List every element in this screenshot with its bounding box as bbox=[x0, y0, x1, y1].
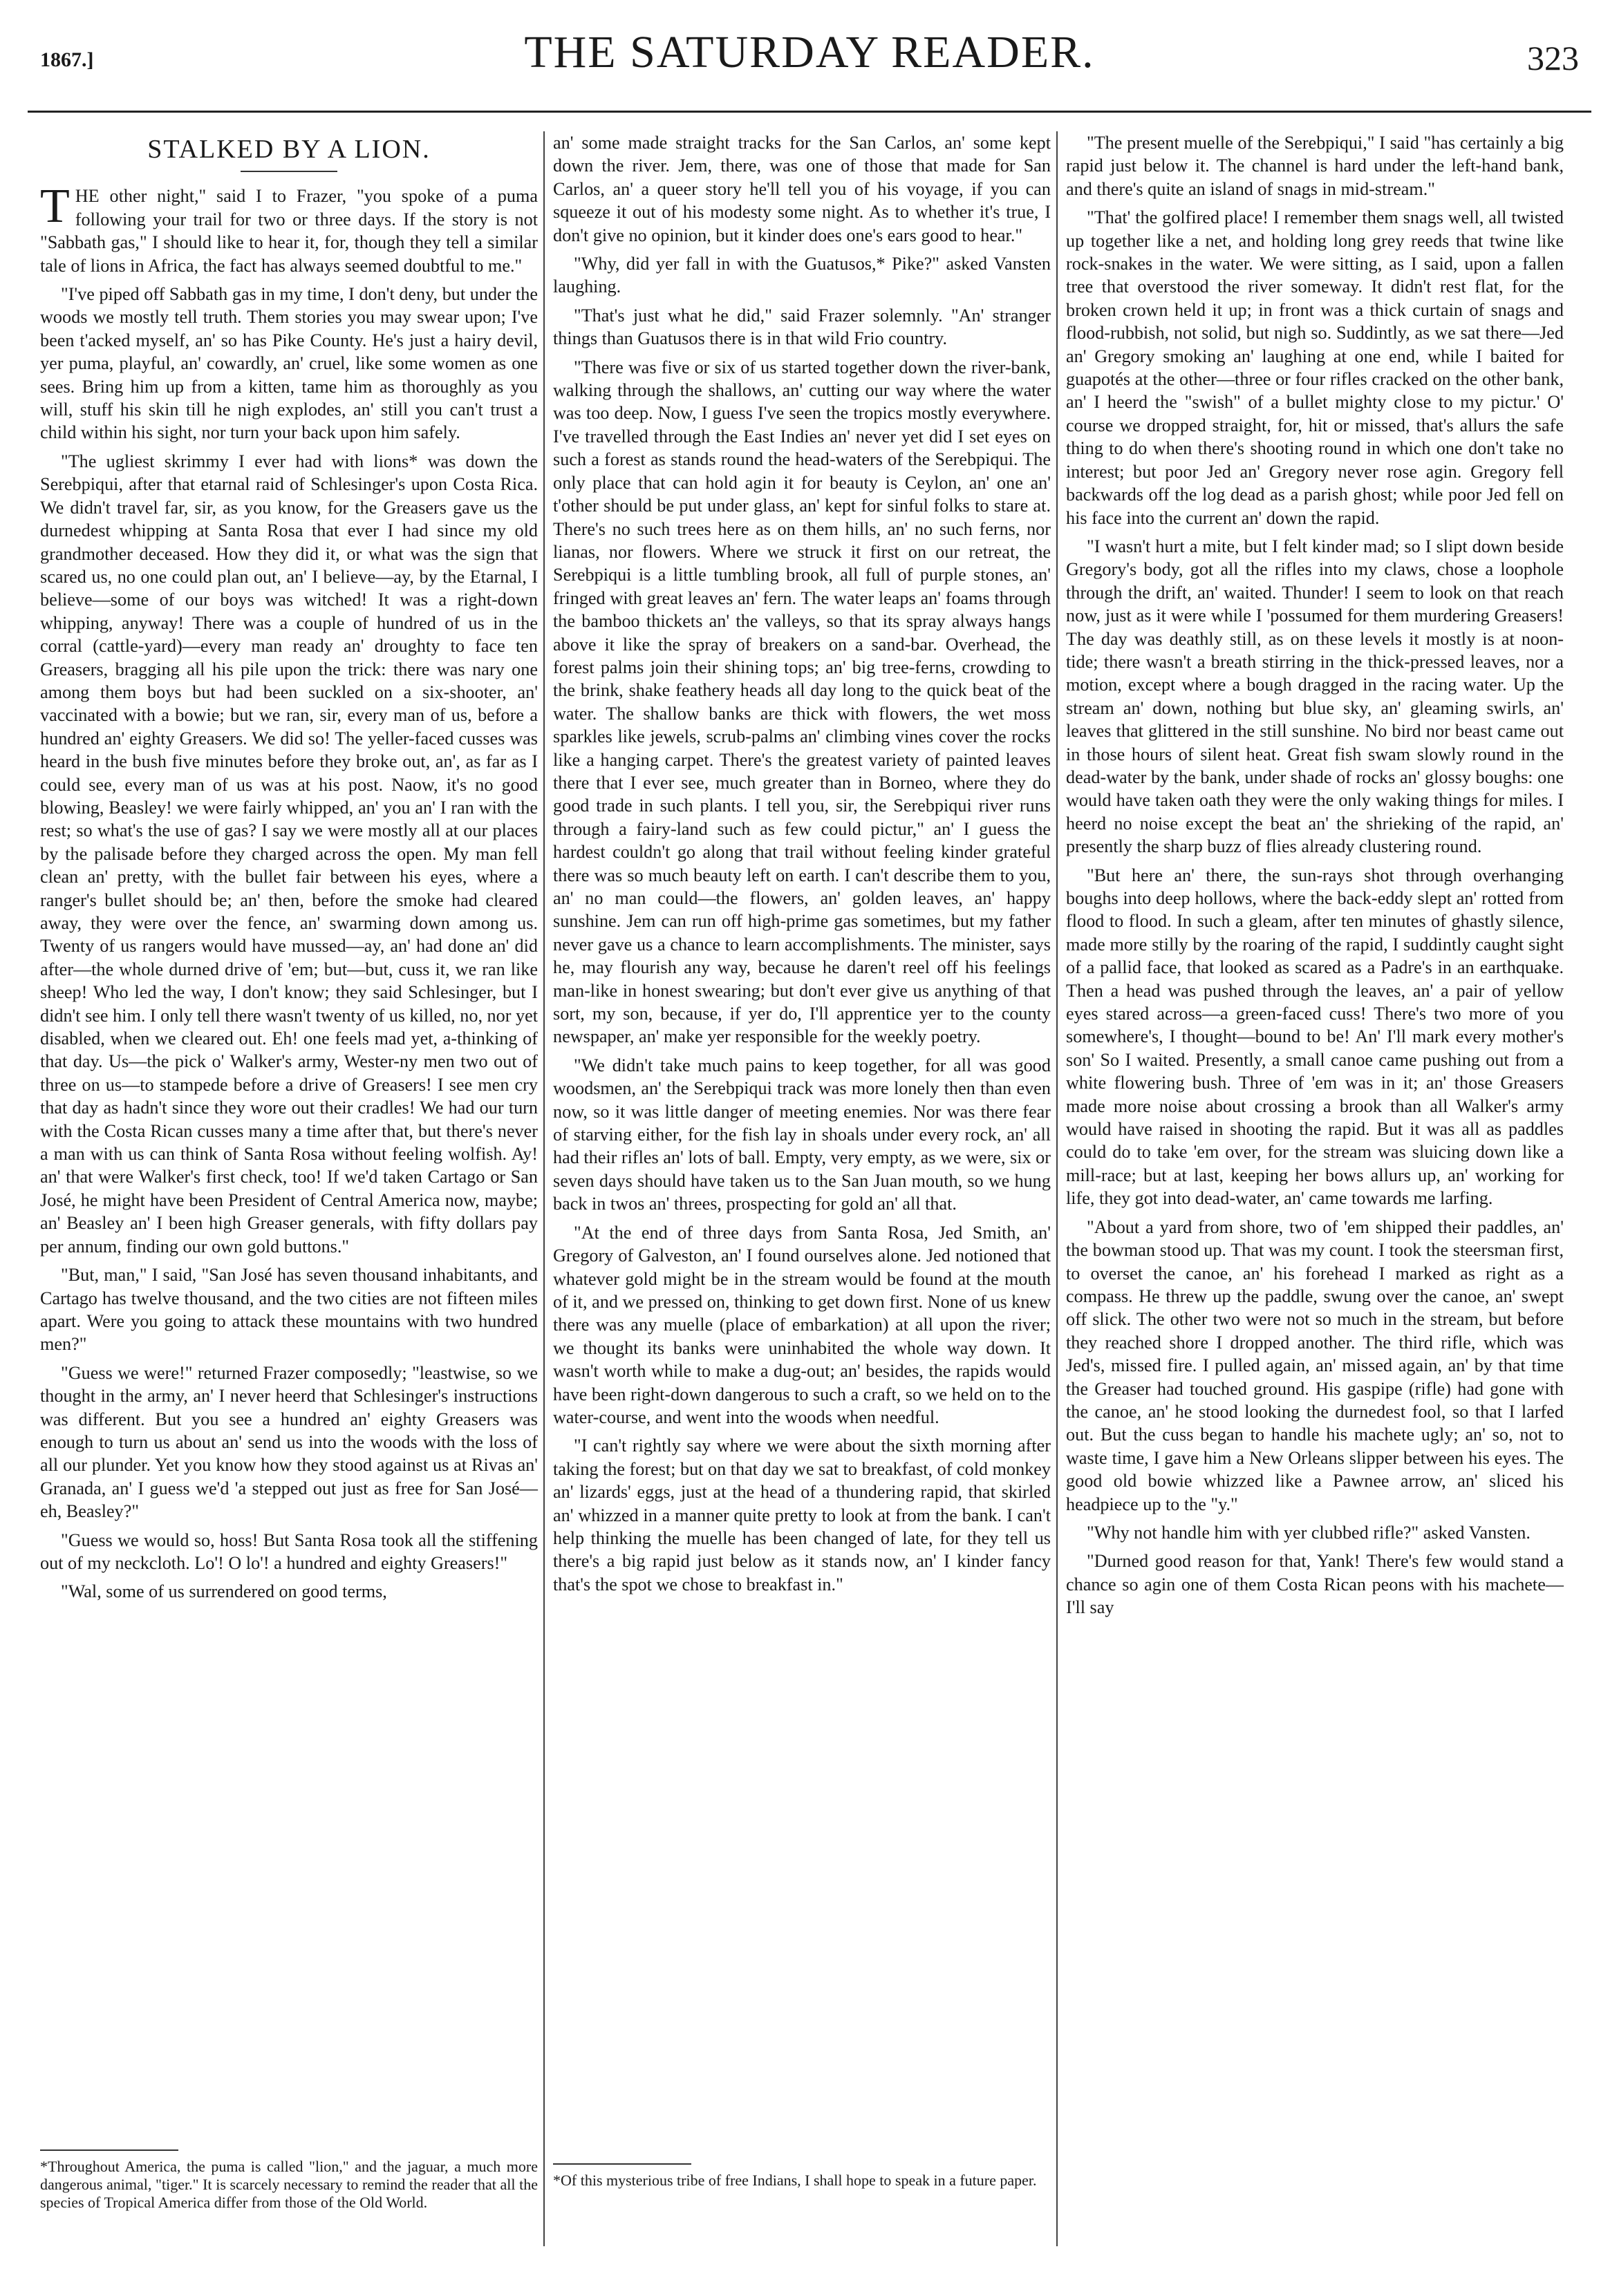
header-rule bbox=[28, 111, 1591, 113]
publication-title: THE SATURDAY READER. bbox=[524, 27, 1095, 77]
footnote: *Of this mysterious tribe of free Indians, I shall hope to speak in a future paper. bbox=[553, 2172, 1037, 2189]
footnote-block bbox=[553, 2149, 1051, 2190]
running-head bbox=[0, 0, 1619, 104]
column-1 bbox=[40, 131, 539, 2211]
footnote-rule bbox=[553, 2163, 691, 2165]
paragraph: "At the end of three days from Santa Rosa, Jed Smith, an' Gregory of Galveston, an' I found ourselves alone. Jed notioned that whatever gold might be in the stream would be found at the mouth of it, and we pressed on, thinking to get down first. None of us knew there was any muelle (place of embarkation) at all upon the river; we thought its banks were uninhabited the whole way down. It wasn't worth while to make a dug-out; an' besides, the rapids would have been right-down dangerous to such a craft, so we held on to the water-course, and went into the woods when needful. bbox=[553, 1222, 1051, 1427]
footnote-rule bbox=[40, 2149, 178, 2151]
paragraph: "We didn't take much pains to keep together, for all was good woodsmen, an' the Serebpiqui track was more lonely then than even now, so it was little danger of meeting enemies. Nor was there fear of starving either, for the fish lay in shoals under every rock, an' all had their rifles an' lots of ball. Empty, very empty, as we were, six or seven days should have taken us to the San Juan mouth, so we hung back in twos an' threes, prospecting for gold an' all that. bbox=[553, 1055, 1051, 1214]
paragraph: "I can't rightly say where we were about the sixth morning after taking the forest; but on that day we sat to breakfast, of cold monkey an' lizards' eggs, just at the head of a thundering rapid, that skirled an' whizzed in a manner quite pretty to look at from the bank. I can't help thinking the muelle has been changed of late, for they tell us there's a big rapid just below as it stands now, an' I kinder fancy that's the spot we chose to breakfast in." bbox=[553, 1436, 1051, 1594]
column-2 bbox=[553, 131, 1051, 2189]
column-divider bbox=[1056, 131, 1058, 2246]
paragraph: "But here an' there, the sun-rays shot through overhanging boughs into deep hollows, where the back-eddy slept an' rotted from flood to flood. In such a gleam, after ten minutes of ghastly silence, made more stilly by the roaring of the rapid, I suddintly caught sight of a pallid face, that looked as scared as a Padre's in an earthquake. Then a head was pushed through the leaves, an' a pair of yellow eyes stared across—a green-faced cuss! There's two more of you somewhere's, I thought—bound to be! An' I'll mark every mother's son' So I waited. Presently, a small canoe came pushing out from a white flowering bush. Three of 'em was in it; an' those Greasers made more noise about crossing a brook than all Walker's army would have raised in shooting the rapid. But it was all as paddles could do to take 'em over, for the stream was sluicing down like a mill-race; but at last, keeping her bows allurs up, an' working for life, they got into dead-water, an' came towards me larfing. bbox=[1066, 865, 1564, 1209]
article-title: STALKED BY A LION. bbox=[147, 135, 431, 164]
paragraph: "Guess we would so, hoss! But Santa Rosa took all the stiffening out of my neckcloth. Lo'! O lo'! a hundred and eighty Greasers!" bbox=[40, 1530, 538, 1573]
paragraph: "There was five or six of us started together down the river-bank, walking through the shallows, an' cutting our way where the water was too deep. Now, I guess I've seen the tropics mostly everywhere. I've travelled through the East Indies an' never yet did I set eyes on such a forest as stands round the head-waters of the Serebpiqui. The only place that can hold agin it for beauty is Ceylon, an' one an' t'other should be put under glass, an' kept for sinful folks to stare at. There's no such trees here as on them hills, an' no such ferns, nor lianas, nor flowers. Where we struck it first on our retreat, the Serebpiqui is a little tumbling brook, all full of purple stones, an' fringed with great leaves an' fern. The water leaps an' foams through the bamboo thickets an' the valleys, so that its spray always hangs above it like the spray of breakers on a sand-bar. Overhead, the forest palms join their shining tops; an' big tree-ferns, crowding to the brink, shake feathery heads all day long to the quick beat of the water. The shallow banks are thick with flowers, the wet moss sparkles like jewels, scrub-palms an' climbing vines cover the rocks like a hanging carpet. There's the greatest variety of painted leaves there that I ever see, much greater than in Borneo, where they do good trade in such plants. I tell you, sir, the Serebpiqui river runs through a fairy-land such as few could pictur," an' I guess the hardest couldn't go along that trail without feeling kinder grateful there was so much beauty left on earth. I can't describe them to you, an' no man could—the flowers, an' golden leaves, an' happy sunshine. Jem can run off high-prime gas sometimes, but my father never gave us a chance to learn accomplishments. The minister, says he, may flourish any way, because he daren't reel off his feelings man-like in honest swearing; but don't ever give us anything of that sort, my son, because, if yer do, I'll apprentice yer to the county newspaper, an' make yer responsible for the weekly poetry. bbox=[553, 357, 1051, 1047]
drop-cap: T bbox=[40, 180, 70, 234]
paragraph: "I wasn't hurt a mite, but I felt kinder mad; so I slipt down beside Gregory's body, got all the rifles into my claws, chose a loophole through the drift, an' waited. Thunder! I seem to look on that reach now, just as it were while I 'possumed for them murdering Greasers! The day was deathly still, as on these levels it mostly is at noon-tide; there wasn't a breath stirring in the thick-pressed leaves, nor a motion, except where a bough dragged in the racing water. Up the stream an' down, nothing but blue sky, an' gleaming swirls, an' leaves that glittered in the still sunshine. No bird nor beast came out in those hours of silent heat. Great fish swam slowly round in the dead-water by the bank, under shade of rocks an' glossy boughs: one would have taken oath they were the only waking things for miles. I heerd no noise except the beat an' the shrieking of the rapid, an' presently the sharp buzz of flies already clustering round. bbox=[1066, 536, 1564, 857]
column-3 bbox=[1066, 131, 1564, 1625]
paragraph: "The present muelle of the Serebpiqui," I said "has certainly a big rapid just below it. The channel is hard under the left-hand bank, and there's quite an island of snags in mid-stream." bbox=[1066, 133, 1564, 199]
paragraph: "About a yard from shore, two of 'em shipped their paddles, an' the bowman stood up. That was my count. I took the steersman first, to overset the canoe, an' his forehead I marked as right as a compass. He threw up the paddle, swung over the canoe, an' swept off slick. The other two were not so much in the stream, but before they reached shore I dropped another. The third rifle, which was Jed's, missed fire. I pulled again, an' missed again, an' by that time the Greaser had touched ground. His gaspipe (rifle) had gone with the canoe, an' he stood looking the durnedest fool, so that I larfed out. But the cuss began to handle his machete ugly; an' so, not to waste time, I gave him a New Orleans slipper between his eyes. The good old bowie whizzed like a Pawnee arrow, an' sliced his headpiece up to the "y." bbox=[1066, 1216, 1564, 1514]
paragraph: THE other night," said I to Frazer, "you spoke of a puma following your trail for two or three days. If the story is not "Sabbath gas," I should like to hear it, for, though they tell a similar tale of lions in Africa, the fact has always seemed doubtful to me." bbox=[40, 180, 538, 276]
paragraph: "Wal, some of us surrendered on good terms, bbox=[61, 1581, 387, 1602]
page-number: 323 bbox=[1527, 39, 1579, 77]
footnote-block bbox=[40, 2136, 538, 2212]
paragraph: "But, man," I said, "San José has seven thousand inhabitants, and Cartago has twelve thousand, and the two cities are not fifteen miles apart. Were you going to attack these mountains with two hundred men?" bbox=[40, 1265, 538, 1355]
paragraph: "Guess we were!" returned Frazer composedly; "leastwise, so we thought in the army, an' I never heerd that Schlesinger's instructions was different. But you see a hundred an' eighty Greasers was enough to turn us about an' send us into the woods with the loss of all our plunder. Yet you know how they stood against us at Rivas an' Granada, an' I guess we'd 'a stepped out just as free for San José—eh, Beasley?" bbox=[40, 1362, 538, 1522]
paragraph: "That' the golfired place! I remember them snags well, all twisted up together like a net, and holding long grey reeds that twine like rock-snakes in the water. We were sitting, as I said, upon a fallen tree that overstood the river someway. It didn't rest flat, for the broken crown held it up; in front was a thick curtain of snags and flood-rubbish, not solid, but nigh so. Suddintly, as we sat there—Jed an' Gregory smoking an' laughing at one end, while I baited for guapotés at the other—three or four rifles cracked on the other bank, an' I heerd the "swish" of a bullet mighty close to my pictur.' O' course we dropped straight, for, hit or missed, that's allurs the safe thing to do when there's shooting round in which one don't take no interest; but poor Jed an' Gregory never rose agin. Gregory fell backwards off the log dead as a parish ghost; while poor Jed fell on his face into the current an' down the rapid. bbox=[1066, 207, 1564, 528]
paragraph: an' some made straight tracks for the San Carlos, an' some kept down the river. Jem, there, was one of those that made for San Carlos, an' a queer story he'll tell you of his voyage, if you can squeeze it out of his modesty some night. As to whether it's true, I don't give no opinion, but it kinder does one's ears good to hear." bbox=[553, 133, 1051, 245]
paragraph: "I've piped off Sabbath gas in my time, I don't deny, but under the woods we mostly tell truth. Them stories you may swear upon; I've been t'acked myself, an' so has Pike County. He's just a hairy devil, yer puma, playful, an' cowardly, an' cruel, like some women as one sees. Bring him up from a kitten, tame him as thoroughly as you will, stuff his skin till he nigh explodes, an' still you can't trust a child within his sight, nor turn your back upon him safely. bbox=[40, 284, 538, 443]
column-divider bbox=[543, 131, 545, 2246]
paragraph: "The ugliest skrimmy I ever had with lions* was down the Serebpiqui, after that etarnal raid of Schlesinger's upon Costa Rica. We didn't travel far, sir, as you know, for the Greasers gave us the durnedest whipping at Santa Rosa that ever I had since my old grandmother deceased. How they did it, or what was the sign that scared us, no one could plan out, an' I believe—ay, by the Etarnal, I believe—some of our boys was witched! It was a right-down whipping, anyway! There was a couple of hundred of us in the corral (cattle-yard)—every man ready an' droughty to face ten Greasers, bragging all his pile upon the trick: there was nary one among them boys but had been suckled on a six-shooter, an' vaccinated with a bowie; but we ran, sir, every man of us, before a hundred an' eighty Greasers. We did so! The yeller-faced cusses was heard in the bush five minutes before they broke out, an', as far as I could see, every man of us was at his post. Naow, it's no good blowing, Beasley! we were fairly whipped, an' you an' I ran with the rest; so what's the use of gas? I say we were mostly all at our places by the palisade before they charged across the open. My man fell clean an' pretty, with the bullet fair between his eyes, where a ranger's bullet should be; an' then, before the smoke had cleared away, they were over the fence, an' swarming down among us. Twenty of us rangers would have mussed—ay, an' had done an' did after—the whole durned drive of 'em; but—but, cuss it, we ran like sheep! Who led the way, I don't know; they said Schlesinger, but I didn't see him. I only tell there wasn't twenty of us killed, no, nor yet disabled, when we cleared out. Eh! one feels mad yet, a-thinking of that day. Us—the pick o' Walker's army, Wester-ny men two out of three on us—to stampede before a drive of Greasers! I see men cry that day as hadn't since they wore out their cradles! We had our turn with the Costa Rican cusses many a time after that, but there's never a man with us can think of Santa Rosa without feeling wolfish. Ay! an' that were Walker's first check, too! If we'd taken Cartago or San José, he might have been President of Central America now, maybe; an' Beasley an' I been high Greaser generals, with fifty dollars pay per annum, finding our own gold buttons." bbox=[40, 451, 539, 1257]
paragraph: "Why not handle him with yer clubbed rifle?" asked Vansten. bbox=[1087, 1522, 1531, 1543]
paragraph: "Durned good reason for that, Yank! There's few would stand a chance so agin one of them Costa Rican peons with his machete—I'll say bbox=[1066, 1551, 1564, 1618]
footnote: *Throughout America, the puma is called "lion," and the jaguar, a much more dangerous animal, "tiger." It is scarcely necessary to remind the reader that all the species of Tropical America differ from those of the Old World. bbox=[40, 2158, 538, 2211]
issue-date: 1867.] bbox=[40, 48, 94, 71]
paragraph: "That's just what he did," said Frazer solemnly. "An' stranger things than Guatusos there is in that wild Frio country. bbox=[553, 305, 1051, 349]
paragraph: "Why, did yer fall in with the Guatusos,* Pike?" asked Vansten laughing. bbox=[553, 254, 1051, 297]
title-rule bbox=[241, 171, 337, 172]
